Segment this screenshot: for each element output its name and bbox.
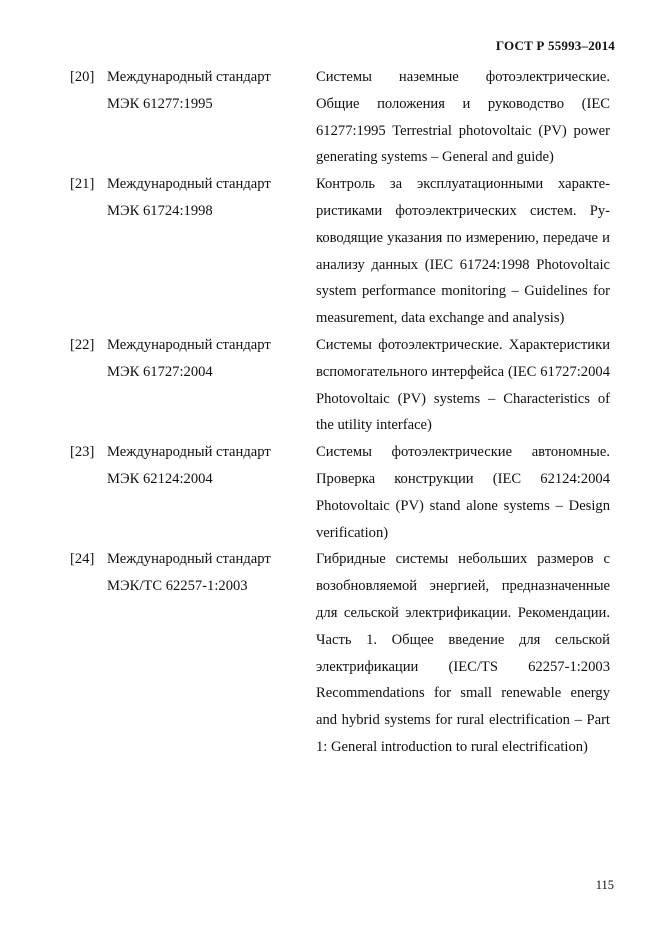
reference-standard [107, 332, 316, 439]
reference-item-23 [70, 439, 610, 546]
reference-list [70, 64, 610, 761]
reference-item-20 [70, 64, 610, 171]
page-number: 115 [595, 878, 614, 892]
reference-number: [20] [70, 69, 95, 85]
reference-description: Контроль за эксплуатационными характеристиками фотоэлектрических систем. Руководящие указания по измерению, передаче и анализу данных (IEC 61724:1998 Photovoltaic system performance monitoring – Guidelines for measurement, data exchange and analysis) [316, 176, 610, 327]
standard-code: МЭК 61727:2004 [107, 363, 213, 380]
standard-type: Международный стандарт [107, 444, 271, 461]
standard-type: Международный стандарт [107, 176, 271, 193]
standard-code: МЭК 62124:2004 [107, 470, 213, 487]
standard-code: МЭК 61724:1998 [107, 202, 213, 219]
reference-description: Системы фотоэлектрические. Характеристики вспомогательного интерфейса (IEC 61727:2004 Photovoltaic (PV) systems – Characteristics of the utility interface) [316, 336, 610, 434]
standard-code: МЭК 61277:1995 [107, 95, 213, 112]
standard-type: Международный стандарт [107, 336, 271, 353]
standard-code: МЭК/ТС 62257-1:2003 [107, 578, 248, 595]
reference-number: [21] [70, 176, 95, 193]
document-header: ГОСТ Р 55993–2014 [495, 38, 615, 53]
reference-description: Системы фотоэлектрические автономные. Проверка конструкции (IEC 62124:2004 Photovoltaic (PV) stand alone systems – Design verification) [316, 444, 610, 541]
reference-number: [23] [70, 444, 95, 461]
reference-number: [22] [70, 336, 95, 353]
reference-description: Системы наземные фотоэлектрические. Общие положения и руководство (IEC 61277:1995 Terrestrial photovoltaic (PV) power generating systems – General and guide) [316, 69, 610, 166]
reference-item-24 [70, 546, 610, 760]
reference-item-22 [70, 332, 610, 439]
standard-type: Международный стандарт [107, 69, 271, 85]
reference-standard [107, 439, 316, 546]
standard-type: Международный стандарт [107, 551, 271, 568]
reference-item-21 [70, 171, 610, 332]
reference-standard [107, 171, 316, 332]
reference-description: Гибридные системы небольших размеров с возобновляемой энергией, предназначенные для сельской электрификации. Рекомендации. Часть 1. Общее введение для сельской электрификации (IEC/TS 62257-1:2003 Recommendations for small renewable energy and hybrid systems for rural electrification – Part 1: General introduction to rural electrification) [316, 551, 610, 755]
reference-standard [107, 546, 316, 760]
reference-number: [24] [70, 551, 95, 568]
reference-standard [107, 64, 316, 171]
